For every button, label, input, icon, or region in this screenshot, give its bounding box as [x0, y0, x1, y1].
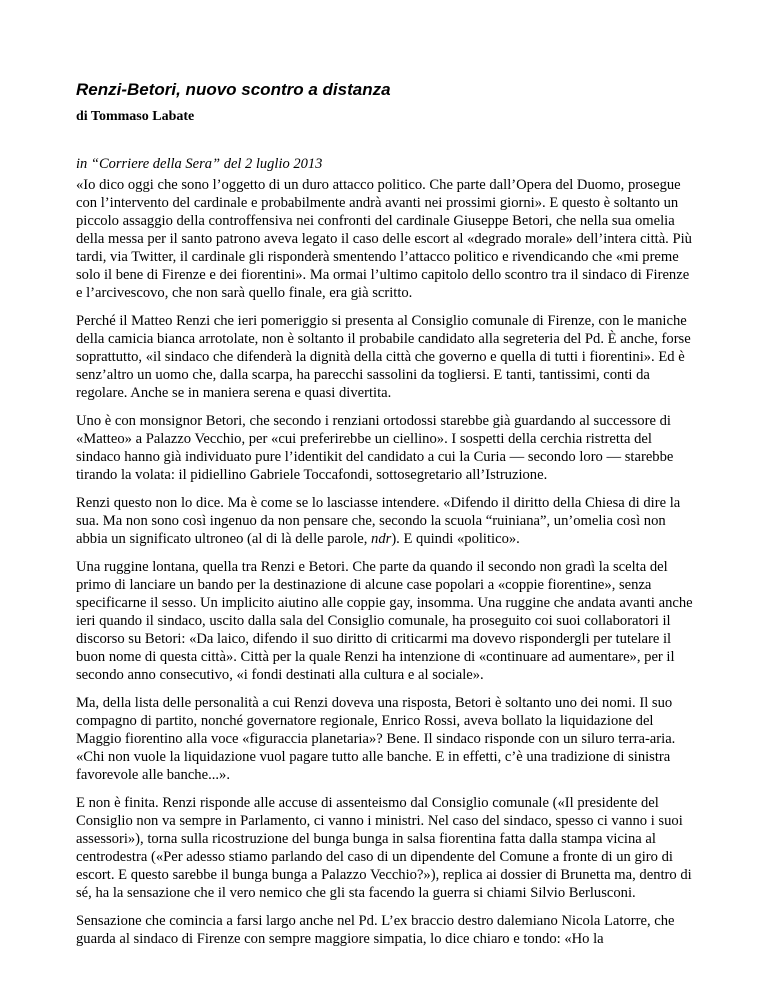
paragraph-5: Una ruggine lontana, quella tra Renzi e Betori. Che parte da quando il secondo non gradì la scelta del primo di lanciare un bando per la destinazione di alcune case popolari a «coppie fiorentine», senza specificarne il sesso. Un implicito aiutino alle coppie gay, insomma. Una ruggine che andata avanti anche ieri quando il sindaco, uscito dalla sala del Consiglio comunale, ha proseguito coi suoi collaboratori il discorso su Betori: «Da laico, difendo il suo diritto di criticarmi ma dovevo rispondergli per tutelare il buon nome di questa città». Città per la quale Renzi ha intenzione di «continuare ad aumentare», per il secondo anno consecutivo, «i fondi destinati alla cultura e al sociale». [76, 559, 693, 683]
paragraph-7: E non è finita. Renzi risponde alle accuse di assenteismo dal Consiglio comunale («Il presidente del Consiglio non va sempre in Parlamento, ci vanno i ministri. Nel caso del sindaco, spesso ci vanno i suoi assessori»), torna sulla ricostruzione del bunga bunga in salsa fiorentina fatta dalla stampa vicina al centrodestra («Per adesso stiamo parlando del caso di un dipendente del Comune a fronte di un giro di escort. E questo sarebbe il bunga bunga a Palazzo Vecchio?»), replica ai dossier di Brunetta ma, dentro di sé, ha la sensazione che il vero nemico che gli sta facendo la guerra si chiami Silvio Berlusconi. [76, 795, 692, 901]
paragraph-4 [76, 494, 698, 548]
article-author: di Tommaso Labate [76, 109, 195, 124]
paragraph-2: Perché il Matteo Renzi che ieri pomeriggio si presenta al Consiglio comunale di Firenze, con le maniche della camicia bianca arrotolate, non è soltanto il probabile candidato alla segreteria del Pd. È anche, forse soprattutto, «il sindaco che difenderà la dignità della città che governo e quella di tutti i fiorentini». Ed è senz’altro un uomo che, dalla scarpa, ha parecchi sassolini da togliersi. E tanti, tantissimi, conti da regolare. Anche se in maniera serena e quasi divertita. [76, 313, 691, 401]
paragraph-8: Sensazione che comincia a farsi largo anche nel Pd. L’ex braccio destro dalemiano Nicola Latorre, che guarda al sindaco di Firenze con sempre maggiore simpatia, lo dice chiaro e tondo: «Ho la [76, 913, 675, 947]
paragraph-3: Uno è con monsignor Betori, che secondo i renziani ortodossi starebbe già guardando al successore di «Matteo» a Palazzo Vecchio, per «cui preferirebbe un ciellino». I sospetti della cerchia ristretta del sindaco hanno già individuato pure l’identikit del candidato a cui la Curia — secondo loro — starebbe tirando la volata: il pidiellino Gabriele Toccafondi, sottosegretario all’Istruzione. [76, 413, 674, 483]
paragraph-4-end: ). E quindi «politico». [391, 531, 520, 547]
paragraph-4-text: Renzi questo non lo dice. Ma è come se lo lasciasse intendere. «Difendo il diritto della Chiesa di dire la sua. Ma non sono così ingenuo da non pensare che, secondo la scuola “ruiniana”, un’omelia così non abbia un significato ultroneo (al di là delle parole, [76, 495, 681, 547]
paragraph-4-ndr: ndr [371, 531, 392, 547]
paragraph-1: «Io dico oggi che sono l’oggetto di un duro attacco politico. Che parte dall’Opera del Duomo, prosegue con l’intervento del cardinale e probabilmente andrà avanti nei prossimi giorni». E questo è soltanto un piccolo assaggio della controffensiva nei confronti del cardinale Giuseppe Betori, che nella sua omelia della messa per il santo patrono aveva legato il caso delle escort al «degrado morale» dell’intera città. Più tardi, via Twitter, il cardinale gli risponderà smentendo l’attacco politico e rivendicando che «mi preme solo il bene di Firenze e dei fiorentini». Ma ormai l’ultimo capitolo dello scontro tra il sindaco di Firenze e l’arcivescovo, che non sarà quello finale, era già scritto. [76, 177, 692, 301]
paragraph-6: Ma, della lista delle personalità a cui Renzi doveva una risposta, Betori è soltanto uno dei nomi. Il suo compagno di partito, nonché governatore regionale, Enrico Rossi, aveva bollato la liquidazione del Maggio fiorentino alla voce «figuraccia planetaria»? Bene. Il sindaco risponde con un siluro terra-aria. «Chi non vuole la liquidazione vuol pagare tutto alle banche. E in effetti, c’è una tradizione di sinistra favorevole alle banche...». [76, 695, 676, 783]
article-title: Renzi-Betori, nuovo scontro a distanza [76, 80, 391, 99]
article-body [76, 176, 698, 958]
article-source: in “Corriere della Sera” del 2 luglio 2013 [76, 156, 323, 172]
